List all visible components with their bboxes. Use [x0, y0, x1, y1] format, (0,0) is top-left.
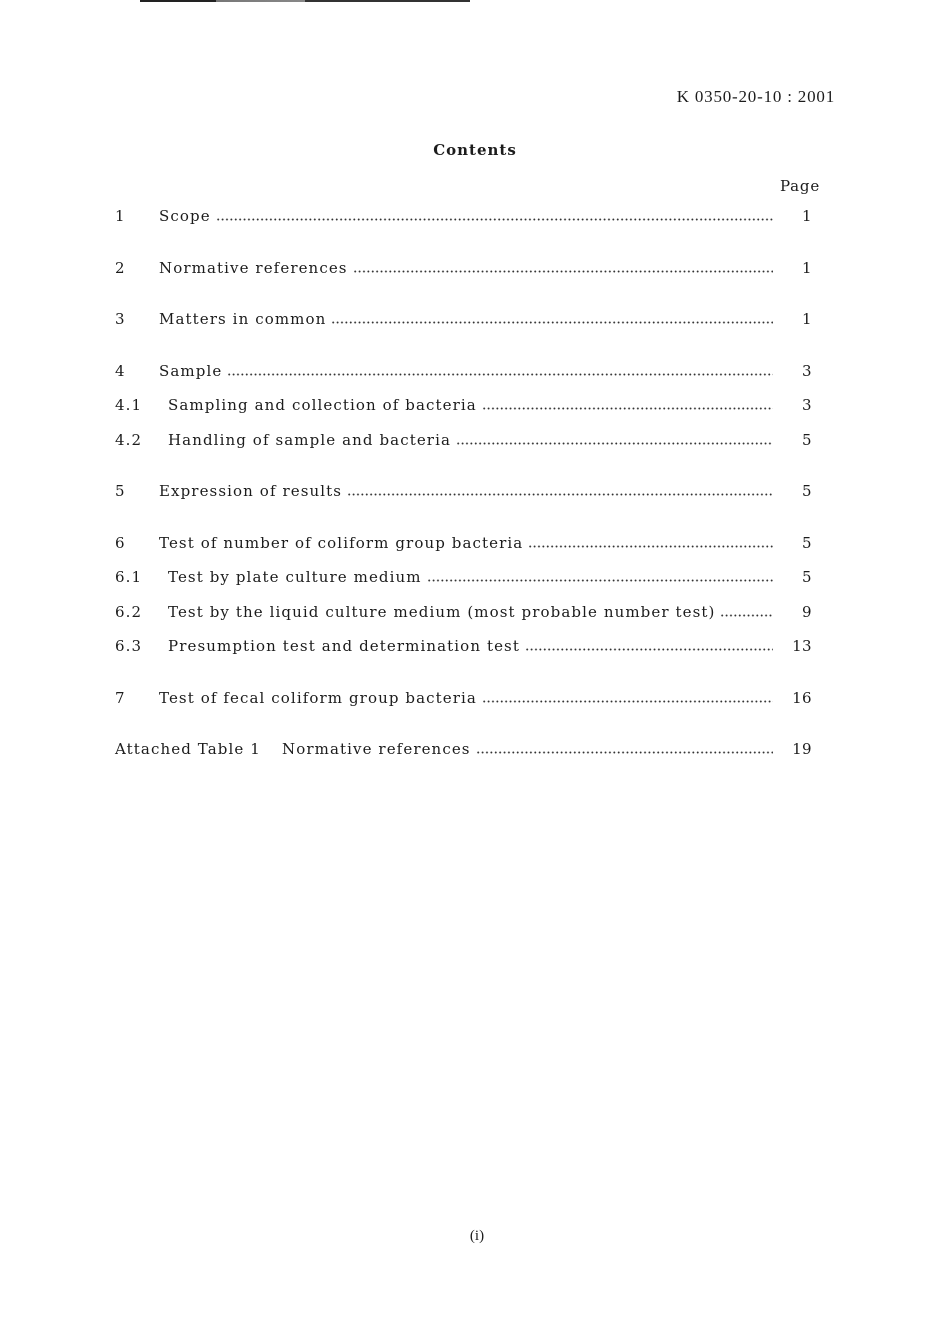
section-number: 2 — [115, 258, 126, 277]
section-title: Scope — [159, 207, 211, 225]
page-column-label: Page — [779, 177, 820, 195]
page-number: 1 — [802, 310, 812, 328]
page-number: 1 — [802, 207, 812, 225]
page-number: 3 — [802, 361, 812, 380]
toc-entry — [115, 565, 812, 589]
dot-leader — [427, 579, 773, 582]
section-number: 4.1 — [115, 396, 143, 414]
toc-entry — [115, 307, 812, 331]
toc-entry — [115, 393, 812, 417]
section-number: 3 — [115, 310, 126, 328]
page-number: 13 — [792, 637, 812, 655]
page-number: 5 — [802, 568, 812, 586]
page-number: 9 — [802, 602, 812, 621]
section-number: 6.1 — [115, 568, 143, 586]
dot-leader — [216, 218, 773, 221]
attached-table-label: Attached Table 1 — [115, 740, 261, 758]
section-title: Handling of sample and bacteria — [168, 430, 452, 449]
section-title: Matters in common — [159, 310, 327, 328]
toc-entry — [115, 686, 812, 710]
section-number: 7 — [115, 688, 126, 707]
section-title: Test by plate culture medium — [168, 568, 422, 586]
dot-leader — [482, 700, 773, 703]
page-title: Contents — [433, 141, 517, 159]
dot-leader — [456, 442, 773, 445]
section-title: Test of fecal coliform group bacteria — [159, 688, 477, 707]
attached-table-title: Normative references — [282, 740, 471, 758]
page-number: 5 — [802, 533, 812, 552]
footer-page-number: (i) — [469, 1228, 485, 1244]
section-number: 6.3 — [115, 637, 143, 655]
dot-leader — [227, 373, 773, 376]
section-number: 4.2 — [115, 430, 143, 449]
page-number: 5 — [802, 430, 812, 449]
section-title: Sampling and collection of bacteria — [168, 396, 477, 414]
page-number: 5 — [802, 482, 812, 500]
section-title: Presumption test and determination test — [168, 637, 520, 655]
section-number: 1 — [115, 207, 126, 225]
toc-entry — [115, 256, 812, 280]
dot-leader — [476, 751, 773, 754]
toc-entry-attached-table — [115, 737, 812, 761]
section-title: Test by the liquid culture medium (most probable number test) — [168, 602, 716, 621]
page-number: 1 — [802, 258, 812, 277]
section-number: 6 — [115, 533, 126, 552]
section-title: Normative references — [159, 258, 348, 277]
toc-entry — [115, 634, 812, 658]
section-title: Sample — [159, 361, 223, 380]
page-number: 19 — [792, 740, 812, 758]
toc-entry — [115, 359, 812, 383]
page-number: 16 — [792, 688, 812, 707]
section-number: 5 — [115, 482, 126, 500]
toc-entry — [115, 531, 812, 555]
section-number: 4 — [115, 361, 126, 380]
dot-leader — [331, 321, 773, 324]
page-number: 3 — [802, 396, 812, 414]
dot-leader — [353, 270, 773, 273]
section-title: Test of number of coliform group bacteria — [159, 533, 524, 552]
dot-leader — [482, 407, 773, 410]
dot-leader — [347, 493, 773, 496]
document-code: K 0350-20-10 : 2001 — [676, 87, 835, 106]
section-number: 6.2 — [115, 602, 143, 621]
toc-entry — [115, 204, 812, 228]
toc-entry — [115, 600, 812, 624]
dot-leader — [528, 545, 773, 548]
section-title: Expression of results — [159, 482, 343, 500]
dot-leader — [525, 648, 773, 651]
toc-entry — [115, 479, 812, 503]
scan-edge-line — [140, 0, 470, 2]
dot-leader — [720, 614, 773, 617]
toc-entry — [115, 428, 812, 452]
